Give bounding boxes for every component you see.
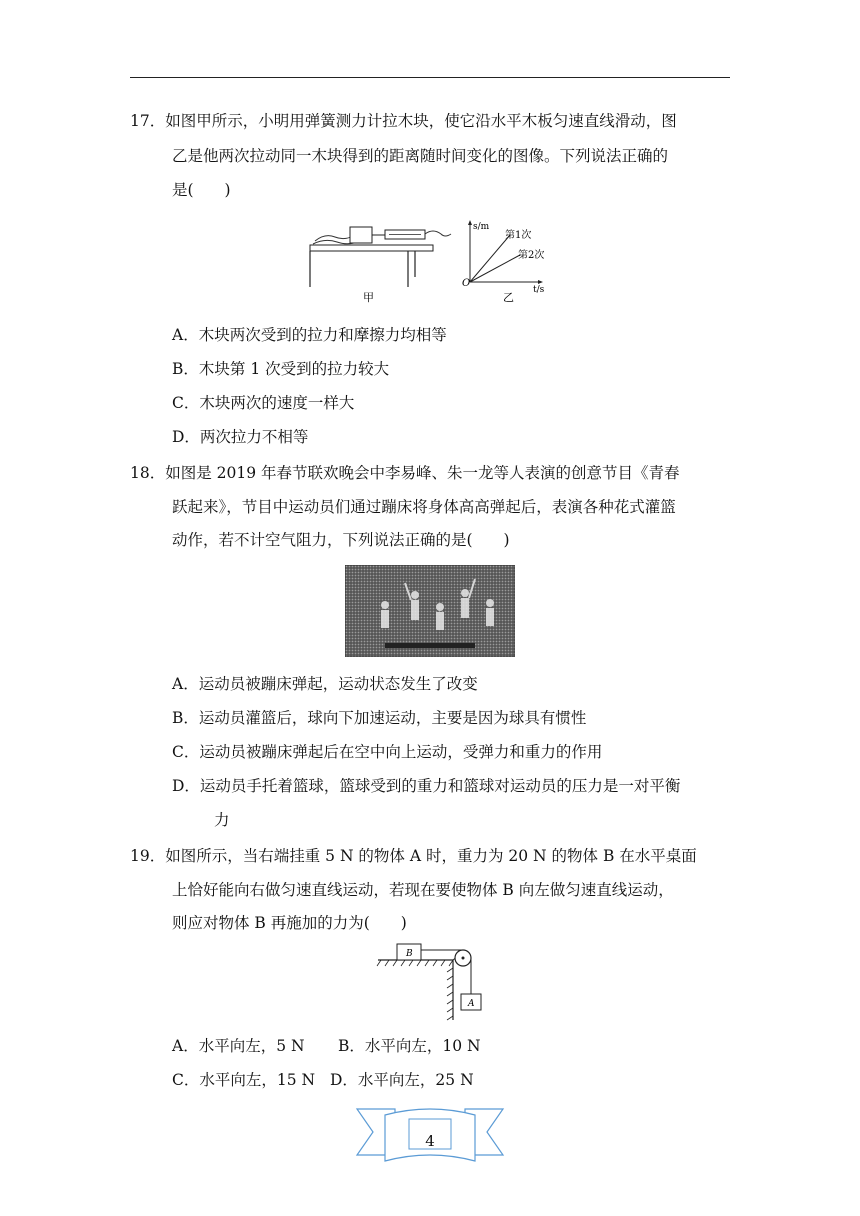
q18-option-b: B．运动员灌篮后，球向下加速运动，主要是因为球具有惯性 xyxy=(172,709,587,727)
label-jia: 甲 xyxy=(363,291,374,304)
header-rule xyxy=(130,77,730,78)
line-1-label: 第1次 xyxy=(505,230,532,241)
q18-option-a: A．运动员被蹦床弹起，运动状态发生了改变 xyxy=(172,675,478,693)
q19-option-b: B．水平向左，10 N xyxy=(338,1037,481,1055)
q17-stem-line-3: 是( ) xyxy=(172,181,231,199)
q17-option-c: C．木块两次的速度一样大 xyxy=(172,394,355,412)
q19-stem-line-3: 则应对物体 B 再施加的力为( ) xyxy=(172,914,407,932)
origin-label: O xyxy=(462,278,471,289)
q19-option-c: C．水平向左，15 N xyxy=(172,1071,316,1089)
q17-option-d: D．两次拉力不相等 xyxy=(172,428,309,446)
q18-stage-photo xyxy=(345,565,515,657)
q18-stem-line-2: 跃起来》，节目中运动员们通过蹦床将身体高高弹起后，表演各种花式灌篮 xyxy=(172,498,676,516)
q17-option-b: B．木块第 1 次受到的拉力较大 xyxy=(172,360,390,378)
q17-stem-line-1: 17．如图甲所示，小明用弹簧测力计拉木块，使它沿水平木板匀速直线滑动，图 xyxy=(130,112,677,130)
q19-option-d: D．水平向左，25 N xyxy=(330,1071,474,1089)
label-yi: 乙 xyxy=(503,291,514,304)
block-a-label: A xyxy=(468,999,475,1009)
t-axis-label: t/s xyxy=(533,285,545,295)
block-b-label: B xyxy=(406,949,413,959)
q17-option-a: A．木块两次受到的拉力和摩擦力均相等 xyxy=(172,326,447,344)
q18-stem-line-3: 动作，若不计空气阻力，下列说法正确的是( ) xyxy=(172,531,510,549)
q19-stem-line-1: 19．如图所示，当右端挂重 5 N 的物体 A 时，重力为 20 N 的物体 B 在水平桌面 xyxy=(130,847,697,865)
q19-stem-line-2: 上恰好能向右做匀速直线运动，若现在要使物体 B 向左做匀速直线运动， xyxy=(172,881,674,899)
table-with-spring-scale xyxy=(310,227,451,287)
q19-option-a: A．水平向左，5 N xyxy=(172,1037,305,1055)
s-axis-label: s/m xyxy=(473,222,490,232)
q18-option-c: C．运动员被蹦床弹起后在空中向上运动，受弹力和重力的作用 xyxy=(172,743,603,761)
q18-option-d: D．运动员手托着篮球，篮球受到的重力和篮球对运动员的压力是一对平衡 xyxy=(172,777,681,795)
q17-stem-line-2: 乙是他两次拉动同一木块得到的距离随时间变化的图像。下列说法正确的 xyxy=(172,147,669,165)
line-2-label: 第2次 xyxy=(518,250,545,261)
q18-stem-line-1: 18．如图是 2019 年春节联欢晚会中李易峰、朱一龙等人表演的创意节目《青春 xyxy=(130,464,680,482)
q17-figure xyxy=(305,217,555,307)
q18-option-d-continued: 力 xyxy=(214,811,230,829)
q19-pulley-figure xyxy=(373,938,488,1023)
page-number: 4 xyxy=(425,1132,435,1150)
